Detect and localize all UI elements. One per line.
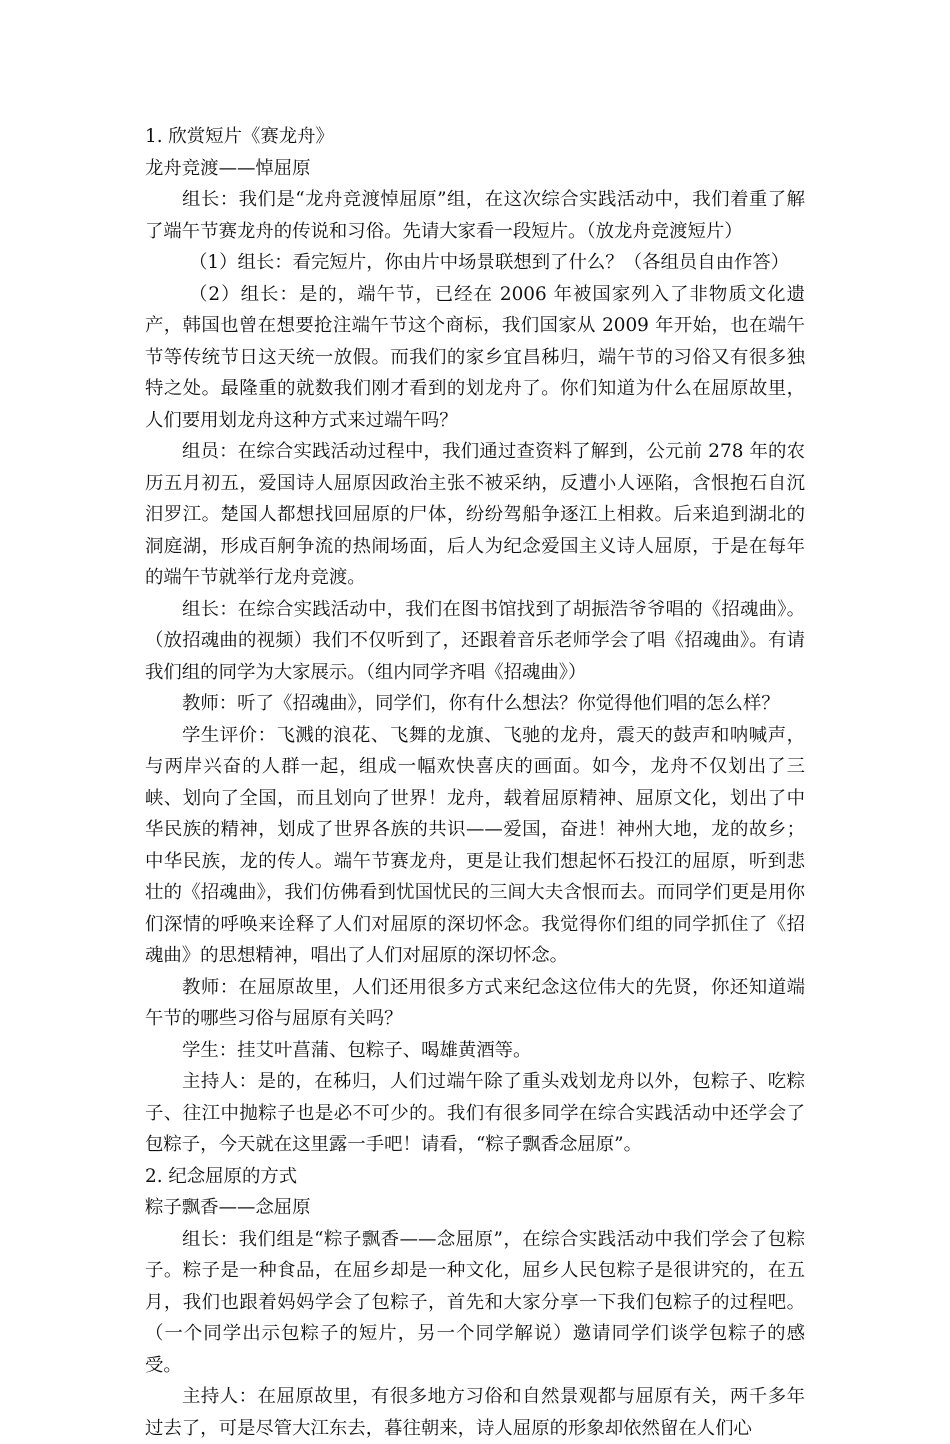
paragraph: 学生评价：飞溅的浪花、飞舞的龙旗、飞驰的龙舟，震天的鼓声和呐喊声，与两岸兴奋的人群一起，组成一幅欢快喜庆的画面。如今，龙舟不仅划出了三峡、划向了全国，而且划向了世界！龙舟，载着屈原精神、屈原文化，划出了中华民族的精神，划成了世界各族的共识——爱国，奋进！神州大地，龙的故乡；中华民族，龙的传人。端午节赛龙舟，更是让我们想起怀石投江的屈原，听到悲壮的《招魂曲》，我们仿佛看到忧国忧民的三闾大夫含恨而去。而同学们更是用你们深情的呼唤来诠释了人们对屈原的深切怀念。我觉得你们组的同学抓住了《招魂曲》的思想精神，唱出了人们对屈原的深切怀念。 xyxy=(145,724,805,966)
paragraph: 组长：在综合实践活动中，我们在图书馆找到了胡振浩爷爷唱的《招魂曲》。（放招魂曲的视频）我们不仅听到了，还跟着音乐老师学会了唱《招魂曲》。有请我们组的同学为大家展示。（组内同学齐唱《招魂曲》） xyxy=(145,598,805,683)
paragraph: 学生：挂艾叶菖蒲、包粽子、喝雄黄酒等。 xyxy=(182,1039,532,1061)
paragraph: 主持人：是的，在秭归，人们过端午除了重头戏划龙舟以外，包粽子、吃粽子、往江中抛粽子也是必不可少的。我们有很多同学在综合实践活动中还学会了包粽子，今天就在这里露一手吧！请看，“粽子飘香念屈原”。 xyxy=(145,1071,805,1155)
paragraph: 组员：在综合实践活动过程中，我们通过查资料了解到，公元前 278 年的农历五月初五，爱国诗人屈原因政治主张不被采纳，反遭小人诬陷，含恨抱石自沉汨罗江。楚国人都想找回屈原的尸体，纷纷驾船争逐江上相救。后来追到湖北的洞庭湖，形成百舸争流的热闹场面，后人为纪念爱国主义诗人屈原，于是在每年的端午节就举行龙舟竞渡。 xyxy=(145,441,805,588)
paragraph: （1）组长：看完短片，你由片中场景联想到了什么？（各组员自由作答） xyxy=(189,252,790,273)
subsection-title-dragon-boat: 龙舟竞渡——悼屈原 xyxy=(145,157,311,179)
section-heading-1: 1. 欣赏短片《赛龙舟》 xyxy=(145,126,334,147)
section-heading-2: 2. 纪念屈原的方式 xyxy=(145,1165,298,1187)
paragraph: 教师：在屈原故里，人们还用很多方式来纪念这位伟大的先贤，你还知道端午节的哪些习俗与屈原有关吗？ xyxy=(145,976,805,1029)
paragraph: 组长：我们组是“粽子飘香——念屈原”，在综合实践活动中我们学会了包粽子。粽子是一种食品，在屈乡却是一种文化，屈乡人民包粽子是很讲究的，在五月，我们也跟着妈妈学会了包粽子，首先和大家分享一下我们包粽子的过程吧。（一个同学出示包粽子的短片，另一个同学解说）邀请同学们谈学包粽子的感受。 xyxy=(145,1228,805,1376)
paragraph: 教师：听了《招魂曲》，同学们，你有什么想法？你觉得他们唱的怎么样？ xyxy=(182,693,780,714)
paragraph: 组长：我们是“龙舟竞渡悼屈原”组，在这次综合实践活动中，我们着重了解了端午节赛龙舟的传说和习俗。先请大家看一段短片。（放龙舟竞渡短片） xyxy=(145,189,805,242)
paragraph: 主持人：在屈原故里，有很多地方习俗和自然景观都与屈原有关，两千多年过去了，可是尽管大江东去，暮往朝来，诗人屈原的形象却依然留在人们心 xyxy=(145,1386,805,1439)
paragraph: （2）组长：是的，端午节，已经在 2006 年被国家列入了非物质文化遗产，韩国也曾在想要抢注端午节这个商标，我们国家从 2009 年开始，也在端午节等传统节日这天统一放假。而我们的家乡宜昌秭归，端午节的习俗又有很多独特之处。最隆重的就数我们刚才看到的划龙舟了。你们知道为什么在屈原故里，人们要用划龙舟这种方式来过端午吗？ xyxy=(145,283,805,431)
subsection-title-zongzi: 粽子飘香——念屈原 xyxy=(145,1197,311,1218)
document-body xyxy=(145,121,805,1444)
